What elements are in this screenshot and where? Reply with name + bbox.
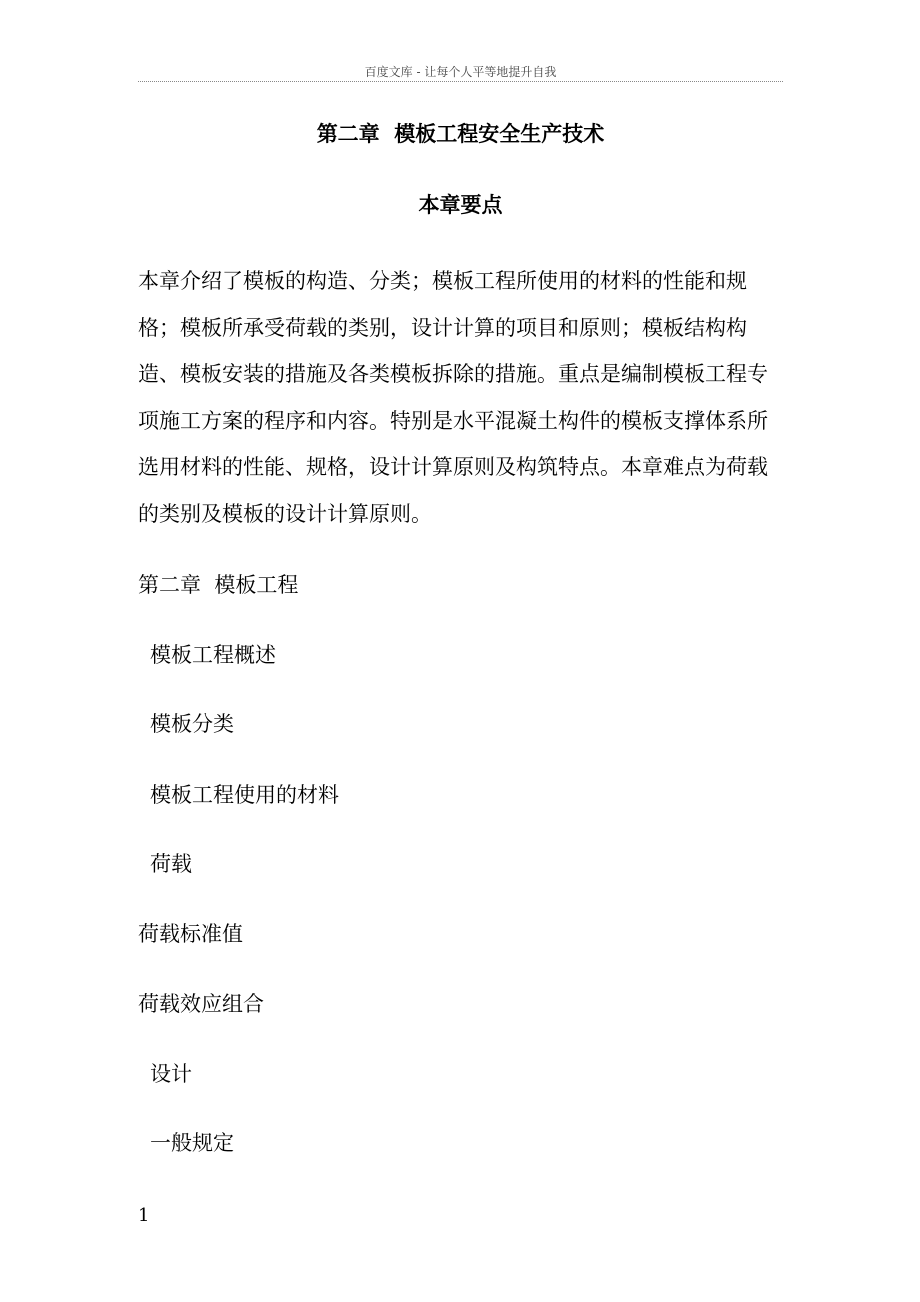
- toc-item: 模板分类: [150, 712, 234, 736]
- chapter-title: 第二章 模板工程安全生产技术: [316, 122, 605, 146]
- toc-item: 一般规定: [150, 1131, 234, 1155]
- toc-item: 模板工程概述: [150, 643, 276, 667]
- section-title: 本章要点: [418, 193, 503, 217]
- toc-item: 荷载效应组合: [138, 992, 264, 1016]
- toc-item: 模板工程使用的材料: [150, 783, 339, 807]
- toc-item: 荷载: [150, 852, 192, 876]
- toc-item: 荷载标准值: [138, 922, 243, 946]
- header-divider: [138, 81, 783, 82]
- intro-paragraph: 本章介绍了模板的构造、分类；模板工程所使用的材料的性能和规格；模板所承受荷载的类别，设计计算的项目和原则；模板结构构造、模板安装的措施及各类模板拆除的措施。重点是编制模板工程专项施工方案的程序和内容。特别是水平混凝土构件的模板支撑体系所选用材料的性能、规格，设计计算原则及构筑特点。本章难点为荷载的类别及模板的设计计算原则。: [138, 269, 768, 526]
- page-number: 1: [138, 1205, 150, 1226]
- toc-item: 设计: [150, 1062, 192, 1086]
- page-header: 百度文库 - 让每个人平等地提升自我: [364, 65, 557, 79]
- toc-item-chapter: 第二章 模板工程: [138, 573, 299, 597]
